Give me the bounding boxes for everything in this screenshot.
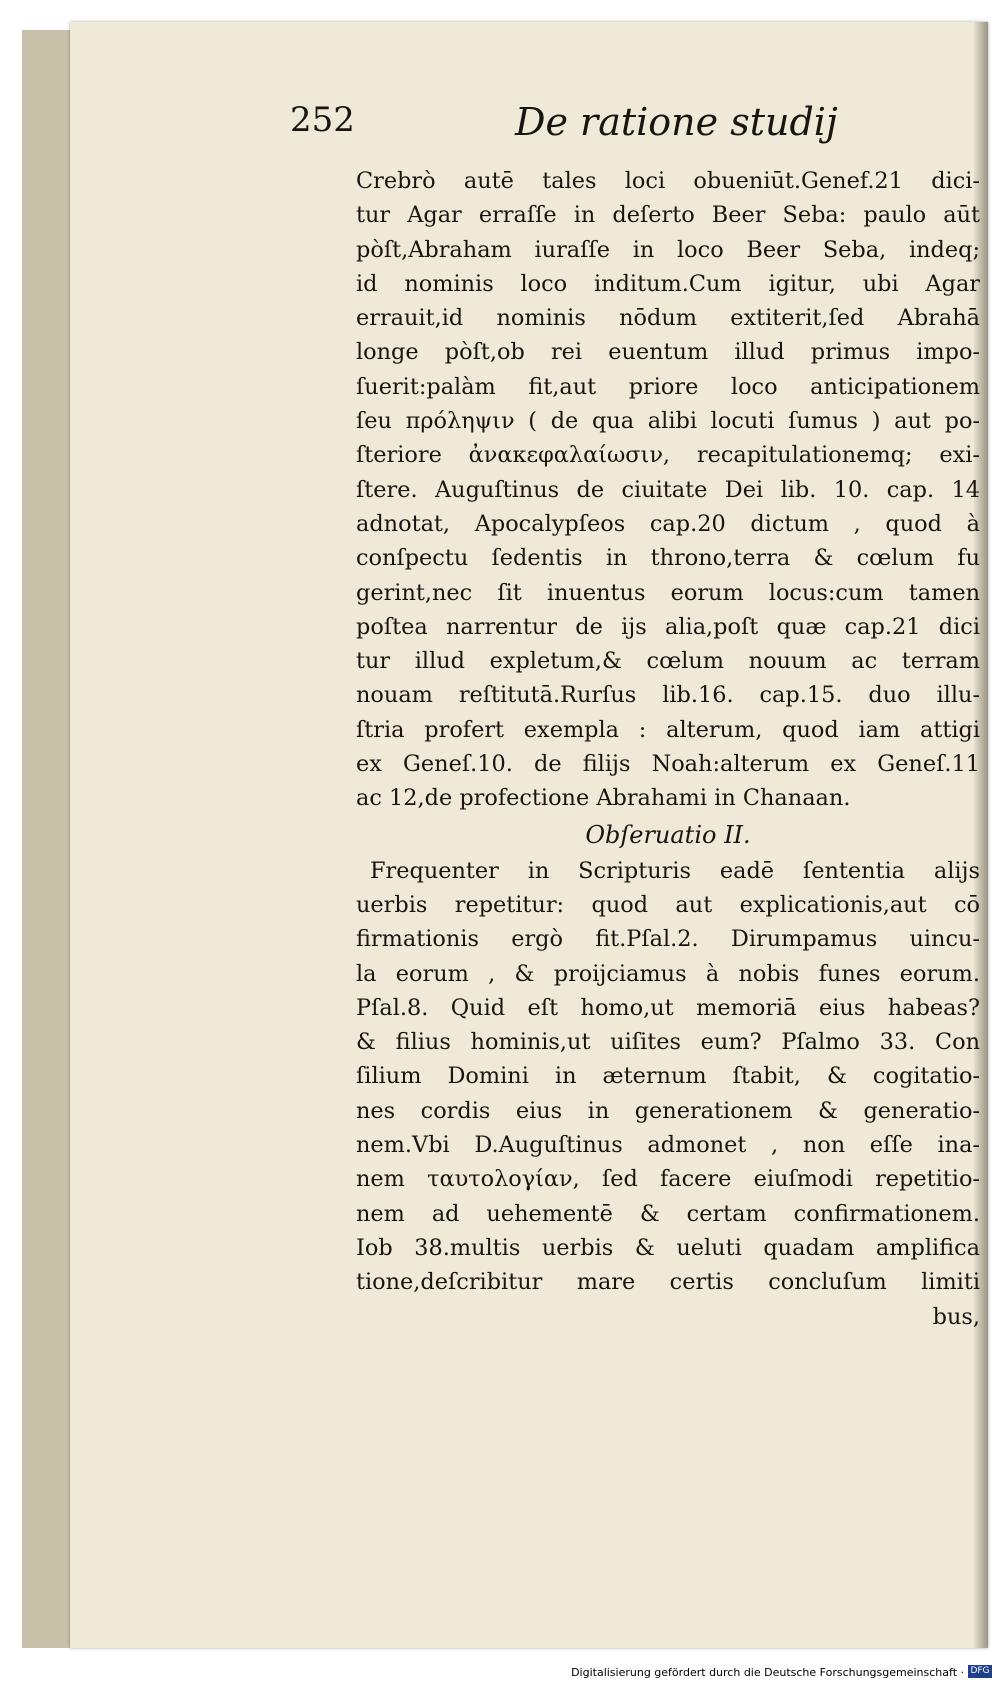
text-line: la eorum , & proijciamus à nobis funes eorum.	[356, 960, 980, 987]
text-line: & filius hominis,ut uiſites eum? Pſalmo 33. Con	[356, 1029, 980, 1056]
section-heading: Obſeruatio II.	[585, 820, 751, 849]
running-title: De ratione studij	[515, 100, 838, 144]
text-line: ex Geneſ.10. de filijs Noah:alterum ex Geneſ.11	[356, 751, 980, 778]
dfg-logo-icon: DFG	[968, 1665, 992, 1678]
text-line: tur illud expletum,& cœlum nouum ac terram	[356, 648, 980, 675]
text-line: tur Agar erraſſe in deſerto Beer Seba: paulo aūt	[356, 202, 980, 229]
book-cover-edge	[22, 30, 72, 1648]
text-line: ſtere. Auguſtinus de ciuitate Dei lib. 10. cap. 14	[356, 476, 980, 503]
text-line: ſuerit:palàm fit,aut priore loco anticipationem	[356, 373, 980, 400]
text-line: conſpectu ſedentis in throno,terra & cœlum fu	[356, 545, 980, 572]
text-line: longe pòſt,ob rei euentum illud primus impo-	[356, 339, 980, 366]
text-line: uerbis repetitur: quod aut explicationis,aut cō	[356, 891, 980, 918]
text-line: id nominis loco inditum.Cum igitur, ubi Agar	[356, 270, 980, 297]
text-line: gerint,nec ſit inuentus eorum locus:cum tamen	[356, 579, 980, 606]
text-line: ſteriore ἀνακεφαλαίωσιν, recapitulationemq; exi-	[356, 442, 980, 469]
text-line: adnotat, Apocalypſeos cap.20 dictum , quod à	[356, 510, 980, 537]
text-line: errauit,id nominis nōdum extiterit,ſed Abrahā	[356, 305, 980, 332]
text-line: pòſt,Abraham iuraſſe in loco Beer Seba, indeq;	[356, 236, 980, 263]
text-line: Iob 38.multis uerbis & ueluti quadam amplifica	[356, 1234, 980, 1261]
text-line: poſtea narrentur de ijs alia,poſt quæ cap.21 dici	[356, 613, 980, 640]
text-line: firmationis ergò fit.Pſal.2. Dirumpamus uincu-	[356, 926, 980, 953]
text-line: Crebrò autē tales loci obueniūt.Genef.21 dici-	[356, 168, 980, 194]
text-line: ſilium Domini in æternum ſtabit, & cogitatio-	[356, 1063, 980, 1090]
page-header	[290, 100, 850, 160]
page-number: 252	[290, 100, 355, 140]
text-line: ſeu πρόληψιν ( de qua alibi locuti ſumus ) aut po-	[356, 408, 980, 435]
text-line: nem ταυτολογίαν, ſed facere eiuſmodi repetitio-	[356, 1166, 980, 1193]
text-line: ac 12,de profectione Abrahami in Chanaan.	[356, 785, 851, 812]
text-line: Pſal.8. Quid eſt homo,ut memoriā eius habeas?	[356, 994, 980, 1021]
text-line: ſtria profert exempla : alterum, quod iam attigi	[356, 716, 980, 743]
digitization-footer	[0, 1664, 1000, 1684]
catchword: bus,	[932, 1303, 980, 1330]
funding-credit: Digitalisierung gefördert durch die Deutsche Forschungsgemeinschaft ·	[571, 1666, 964, 1679]
text-line: nes cordis eius in generationem & generatio-	[356, 1097, 980, 1124]
text-line: Frequenter in Scripturis eadē ſententia alijs	[370, 857, 980, 884]
text-line: nem.Vbi D.Auguſtinus admonet , non eſſe ina-	[356, 1132, 980, 1159]
text-line: nem ad uehementē & certam confirmationem.	[356, 1200, 980, 1227]
text-line: nouam reſtitutā.Rurſus lib.16. cap.15. duo illu-	[356, 682, 980, 709]
text-body	[356, 164, 980, 1334]
text-line: tione,deſcribitur mare certis concluſum limiti	[356, 1269, 980, 1296]
